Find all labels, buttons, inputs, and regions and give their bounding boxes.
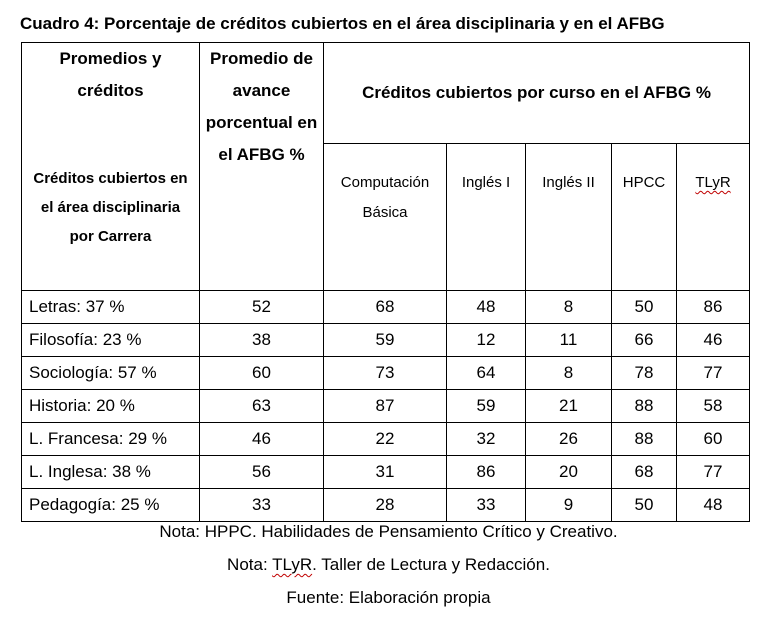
cell-ingles-2: 8 <box>526 291 612 324</box>
header-col1-top: Promedios y créditos <box>59 49 162 100</box>
cell-computacion: 59 <box>324 324 447 357</box>
table-row <box>22 357 750 390</box>
cell-hpcc: 50 <box>612 291 677 324</box>
cell-hpcc: 78 <box>612 357 677 390</box>
cell-hpcc: 88 <box>612 390 677 423</box>
cell-ingles-2: 26 <box>526 423 612 456</box>
cell-ingles-2: 8 <box>526 357 612 390</box>
subheader-hpcc: HPCC <box>612 144 677 291</box>
note-tlyr-prefix: Nota: <box>227 555 273 574</box>
cell-ingles-1: 33 <box>447 489 526 522</box>
table-row <box>22 489 750 522</box>
table-row <box>22 291 750 324</box>
cell-computacion: 31 <box>324 456 447 489</box>
cell-promedio: 38 <box>200 324 324 357</box>
header-col2-label: Promedio de avance porcentual en el AFBG % <box>205 49 318 164</box>
cell-promedio: 63 <box>200 390 324 423</box>
cell-computacion: 22 <box>324 423 447 456</box>
cell-hpcc: 88 <box>612 423 677 456</box>
cell-hpcc: 50 <box>612 489 677 522</box>
note-tlyr-rest: . Taller de Lectura y Redacción. <box>312 555 550 574</box>
cell-ingles-2: 11 <box>526 324 612 357</box>
cell-tlyr: 48 <box>677 489 750 522</box>
table-row <box>22 390 750 423</box>
credits-table <box>21 42 750 522</box>
table-row <box>22 456 750 489</box>
source-note: Fuente: Elaboración propia <box>286 588 491 607</box>
table-row <box>22 423 750 456</box>
subheader-tlyr <box>677 144 750 291</box>
cell-ingles-1: 86 <box>447 456 526 489</box>
cell-computacion: 87 <box>324 390 447 423</box>
cell-carrera: Historia: 20 % <box>22 390 200 423</box>
note-hppc: Nota: HPPC. Habilidades de Pensamiento Crítico y Creativo. <box>159 522 618 541</box>
cell-ingles-1: 64 <box>447 357 526 390</box>
cell-carrera: L. Francesa: 29 % <box>22 423 200 456</box>
header-col1-bottom: Créditos cubiertos en el área disciplinaria por Carrera <box>33 170 188 245</box>
cell-promedio: 56 <box>200 456 324 489</box>
cell-promedio: 33 <box>200 489 324 522</box>
cell-carrera: Sociología: 57 % <box>22 357 200 390</box>
cell-tlyr: 77 <box>677 456 750 489</box>
header-promedio-avance <box>200 43 324 291</box>
cell-ingles-2: 21 <box>526 390 612 423</box>
cell-ingles-2: 9 <box>526 489 612 522</box>
cell-ingles-2: 20 <box>526 456 612 489</box>
cell-ingles-1: 12 <box>447 324 526 357</box>
table-caption: Cuadro 4: Porcentaje de créditos cubiertos en el área disciplinaria y en el AFBG <box>20 14 665 33</box>
cell-tlyr: 77 <box>677 357 750 390</box>
tlyr-abbr: TLyR <box>695 174 731 191</box>
note-tlyr <box>0 555 777 575</box>
cell-carrera: Pedagogía: 25 % <box>22 489 200 522</box>
cell-tlyr: 46 <box>677 324 750 357</box>
subheader-ingles-1: Inglés I <box>447 144 526 291</box>
cell-carrera: L. Inglesa: 38 % <box>22 456 200 489</box>
cell-ingles-1: 32 <box>447 423 526 456</box>
note-tlyr-term: TLyR <box>272 555 313 574</box>
subheader-ingles-2: Inglés II <box>526 144 612 291</box>
subheader-computacion: Computación Básica <box>324 144 447 291</box>
header-creditos-curso <box>324 43 750 144</box>
cell-computacion: 73 <box>324 357 447 390</box>
cell-promedio: 52 <box>200 291 324 324</box>
cell-ingles-1: 59 <box>447 390 526 423</box>
cell-carrera: Filosofía: 23 % <box>22 324 200 357</box>
cell-hpcc: 68 <box>612 456 677 489</box>
cell-computacion: 28 <box>324 489 447 522</box>
cell-computacion: 68 <box>324 291 447 324</box>
header-group-label: Créditos cubiertos por curso en el AFBG % <box>362 83 711 102</box>
cell-carrera: Letras: 37 % <box>22 291 200 324</box>
cell-promedio: 46 <box>200 423 324 456</box>
cell-tlyr: 60 <box>677 423 750 456</box>
cell-ingles-1: 48 <box>447 291 526 324</box>
cell-tlyr: 58 <box>677 390 750 423</box>
header-promedios-creditos <box>22 43 200 291</box>
cell-tlyr: 86 <box>677 291 750 324</box>
cell-hpcc: 66 <box>612 324 677 357</box>
table-row <box>22 324 750 357</box>
cell-promedio: 60 <box>200 357 324 390</box>
